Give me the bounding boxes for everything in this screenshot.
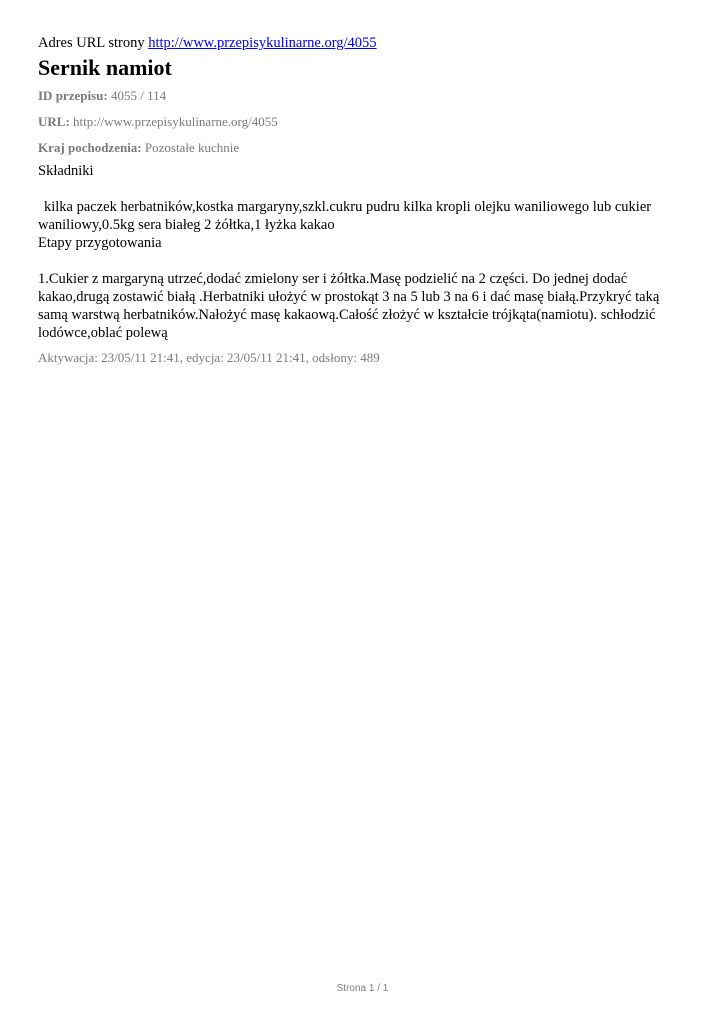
recipe-origin-label: Kraj pochodzenia:	[38, 140, 142, 155]
ingredients-heading: Składniki	[38, 163, 94, 179]
recipe-url-value: http://www.przepisykulinarne.org/4055	[73, 114, 278, 129]
recipe-url-row	[38, 114, 688, 130]
page-url-label: Adres URL strony	[38, 35, 145, 51]
document-page	[38, 34, 688, 366]
page-url-link[interactable]: http://www.przepisykulinarne.org/4055	[148, 35, 377, 51]
ingredients-text	[38, 198, 688, 234]
steps-text: 1.Cukier z margaryną utrzeć,dodać zmielony ser i żółtka.Masę podzielić na 2 części. Do jednej dodać kakao,drugą zostawić białą .Herbatniki ułożyć w prostokąt 3 na 5 lub 3 na 6 i dać masę białą.Przykryć taką samą warstwą herbatników.Nałożyć masę kakaową.Całość złożyć w kształcie trójkąta(namiotu). schłodzić lodówce,oblać polewą	[38, 271, 660, 341]
recipe-id-label: ID przepisu:	[38, 88, 108, 103]
recipe-activity-meta: Aktywacja: 23/05/11 21:41, edycja: 23/05/11 21:41, odsłony: 489	[38, 350, 380, 365]
recipe-id-row	[38, 88, 688, 104]
ingredients-content: kilka paczek herbatników,kostka margaryny,szkl.cukru pudru kilka kropli olejku waniliowego lub cukier waniliowy,0.5kg sera białeg 2 żółtka,1 łyżka kakao	[38, 199, 652, 233]
page-url-line	[38, 34, 688, 52]
steps-heading: Etapy przygotowania	[38, 235, 162, 251]
recipe-id-value: 4055 / 114	[110, 88, 167, 103]
recipe-title: Sernik namiot	[38, 55, 172, 80]
recipe-url-label: URL:	[38, 114, 70, 129]
recipe-origin-row	[38, 140, 688, 156]
recipe-origin-value: Pozostałe kuchnie	[144, 140, 240, 155]
page-number: Strona 1 / 1	[336, 983, 389, 994]
